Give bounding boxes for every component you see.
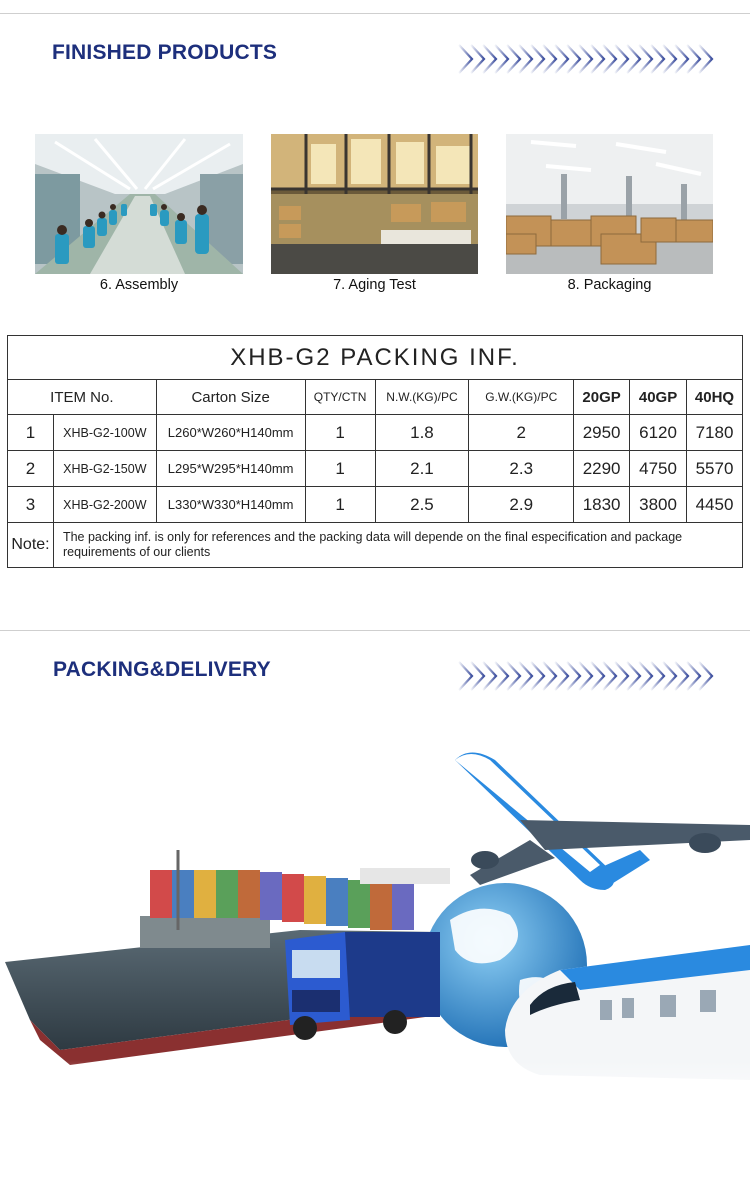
table-row bbox=[8, 487, 743, 523]
row-nw: 2.5 bbox=[375, 487, 469, 523]
table-header-row bbox=[8, 380, 743, 415]
row-number: 3 bbox=[8, 487, 54, 523]
table-row bbox=[8, 415, 743, 451]
row-number: 2 bbox=[8, 451, 54, 487]
row-carton-size: L330*W330*H140mm bbox=[156, 487, 305, 523]
row-model: XHB-G2-100W bbox=[53, 415, 156, 451]
row-carton-size: L295*W295*H140mm bbox=[156, 451, 305, 487]
row-qty: 1 bbox=[305, 487, 375, 523]
header-40gp: 40GP bbox=[630, 380, 687, 415]
row-gw: 2 bbox=[469, 415, 574, 451]
packing-table bbox=[7, 335, 743, 568]
table-row bbox=[8, 451, 743, 487]
header-gw: G.W.(KG)/PC bbox=[469, 380, 574, 415]
row-40hq: 7180 bbox=[687, 415, 743, 451]
finished-products-title: FINISHED PRODUCTS bbox=[52, 41, 278, 64]
row-20gp: 1830 bbox=[574, 487, 630, 523]
row-model: XHB-G2-200W bbox=[53, 487, 156, 523]
row-40hq: 5570 bbox=[687, 451, 743, 487]
note-text: The packing inf. is only for references and the packing data will depende on the final especification and package requirements of our clients bbox=[53, 523, 742, 568]
header-20gp: 20GP bbox=[574, 380, 630, 415]
packaging-caption: 8. Packaging bbox=[567, 277, 652, 293]
row-40gp: 3800 bbox=[630, 487, 687, 523]
section-divider bbox=[0, 630, 750, 631]
airplane-icon bbox=[455, 753, 750, 891]
row-nw: 2.1 bbox=[375, 451, 469, 487]
packing-table-title: XHB-G2 PACKING INF. bbox=[8, 336, 743, 380]
row-40gp: 4750 bbox=[630, 451, 687, 487]
chevron-decoration-icon bbox=[455, 42, 715, 76]
row-model: XHB-G2-150W bbox=[53, 451, 156, 487]
aging-test-caption: 7. Aging Test bbox=[333, 277, 416, 293]
row-20gp: 2290 bbox=[574, 451, 630, 487]
row-number: 1 bbox=[8, 415, 54, 451]
row-gw: 2.3 bbox=[469, 451, 574, 487]
aging-test-photo bbox=[271, 134, 478, 274]
note-row bbox=[8, 523, 743, 568]
row-40hq: 4450 bbox=[687, 487, 743, 523]
row-40gp: 6120 bbox=[630, 415, 687, 451]
row-nw: 1.8 bbox=[375, 415, 469, 451]
row-qty: 1 bbox=[305, 415, 375, 451]
packaging-photo bbox=[506, 134, 713, 274]
header-nw: N.W.(KG)/PC bbox=[375, 380, 469, 415]
assembly-caption: 6. Assembly bbox=[99, 277, 179, 293]
header-qty-ctn: QTY/CTN bbox=[305, 380, 375, 415]
row-carton-size: L260*W260*H140mm bbox=[156, 415, 305, 451]
header-40hq: 40HQ bbox=[687, 380, 743, 415]
row-20gp: 2950 bbox=[574, 415, 630, 451]
top-divider bbox=[0, 13, 750, 14]
note-label: Note: bbox=[8, 523, 54, 568]
chevron-decoration-icon bbox=[455, 659, 715, 693]
delivery-illustration bbox=[0, 700, 750, 1120]
packing-delivery-title: PACKING&DELIVERY bbox=[53, 658, 271, 681]
row-qty: 1 bbox=[305, 451, 375, 487]
header-item-no: ITEM No. bbox=[8, 380, 157, 415]
row-gw: 2.9 bbox=[469, 487, 574, 523]
assembly-photo bbox=[35, 134, 243, 274]
header-carton-size: Carton Size bbox=[156, 380, 305, 415]
